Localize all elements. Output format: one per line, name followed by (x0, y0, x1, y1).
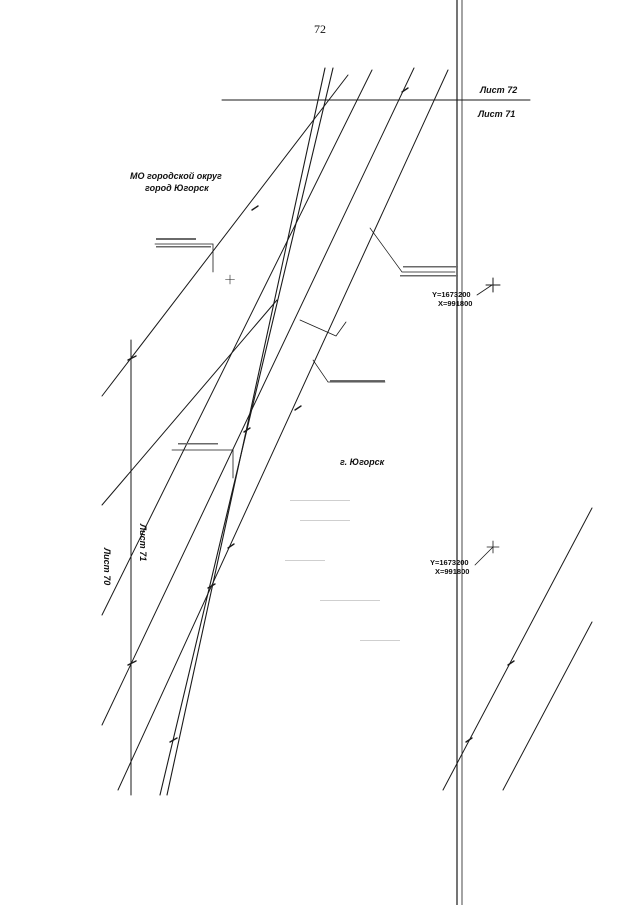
road-line (503, 622, 592, 790)
sheet-label-71-side: Лист 71 (138, 524, 148, 562)
coordinate-cross-icon (486, 278, 500, 292)
road-line (102, 300, 277, 505)
callout-leader (155, 244, 213, 272)
coordinate-y: Y=1673200 (430, 558, 469, 567)
coordinate-x: X=991800 (438, 299, 473, 308)
road-line (102, 68, 414, 725)
coordinate-leader (475, 547, 493, 565)
coordinate-leader (477, 285, 492, 295)
page-number: 72 (314, 22, 326, 36)
road-line (443, 508, 592, 790)
sheet-label-71: Лист 71 (478, 109, 516, 119)
city-label: г. Югорск (340, 457, 385, 467)
coordinate-x: X=991800 (435, 567, 470, 576)
sheet-label-72: Лист 72 (480, 85, 518, 95)
grid-cross-icon (226, 275, 235, 284)
coordinate-y: Y=1673200 (432, 290, 471, 299)
district-label-line2: город Югорск (145, 183, 209, 193)
road-line (102, 75, 348, 396)
sheet-label-70: Лист 70 (102, 548, 112, 586)
callout-leader (300, 320, 346, 336)
scan-noise (285, 500, 400, 641)
callout-leader (313, 360, 385, 382)
callout-leader (370, 228, 455, 272)
district-label-line1: МО городской округ (130, 171, 222, 181)
